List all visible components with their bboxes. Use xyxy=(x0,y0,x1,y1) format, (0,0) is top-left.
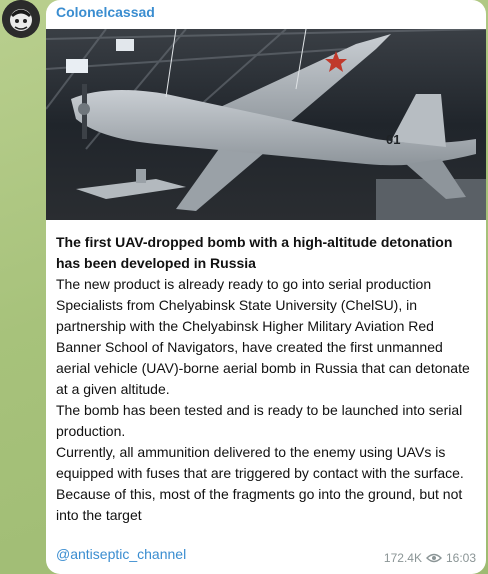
post-paragraph: The new product is already ready to go into serial production xyxy=(56,276,432,292)
post-paragraph: Currently, all ammunition delivered to the enemy using UAVs is equipped with fuses that are triggered by contact with the surface. xyxy=(56,444,464,481)
post-headline: The first UAV-dropped bomb with a high-altitude detonation has been developed in Russia xyxy=(56,234,453,271)
avatar-icon xyxy=(2,0,40,38)
post-paragraph: The bomb has been tested and is ready to be launched into serial production. xyxy=(56,402,463,439)
post-paragraph: Specialists from Chelyabinsk State University (ChelSU), in partnership with the Chelyabinsk Higher Military Aviation Red Banner School of Navigators, have created the first unmanned aerial vehicle (UAV)-borne aerial bomb in Russia that can detonate at a given altitude. xyxy=(56,297,470,397)
channel-avatar[interactable] xyxy=(2,0,40,38)
message-meta xyxy=(384,551,476,565)
message-time: 16:03 xyxy=(445,551,476,565)
channel-name[interactable]: Colonelcassad xyxy=(56,4,155,20)
tail-number: 01 xyxy=(386,132,401,147)
eye-icon xyxy=(426,553,442,563)
view-count: 172.4K xyxy=(383,551,422,565)
uav-photo-icon xyxy=(46,29,486,220)
post-image[interactable] xyxy=(46,29,486,220)
post-text xyxy=(56,232,476,526)
post-paragraph: Because of this, most of the fragments go into the ground, but not into the target xyxy=(56,486,463,523)
message-bubble xyxy=(46,0,486,574)
channel-signature-link[interactable]: @antiseptic_channel xyxy=(56,546,187,562)
